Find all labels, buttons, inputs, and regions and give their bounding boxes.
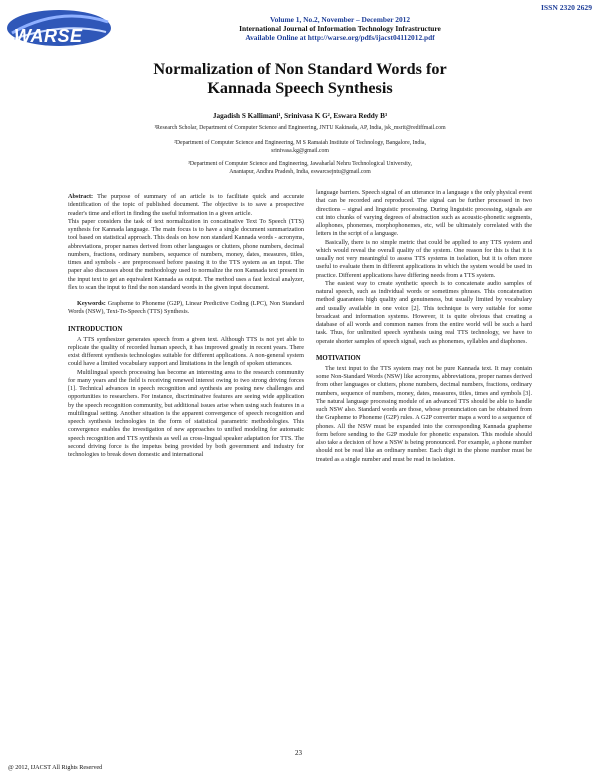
- intro-paragraph-1: A TTS synthesizer generates speech from a given text. Although TTS is not yet able to replicate the quality of recorded human speech, it has improved greatly in recent years. There exist different synthesis technologies suitable for different applications. A non-general system could have a limited vocabulary support and limitations in the length of spoken utterances.: [68, 335, 304, 368]
- online-link[interactable]: Available Online at http://warse.org/pdfs/ijacst04112012.pdf: [245, 33, 435, 42]
- abstract-text-1: The purpose of summary of an article is to facilitate quick and accurate identification of the topic of published document. The objective is to save a prospective reader's time and effort in finding the useful information in a given article.: [68, 193, 304, 217]
- right-paragraph-2: Basically, there is no simple metric that could be applied to any TTS system and which would reveal the overall quality of the system. One reason for this is that it is usually not very meaningful to assess TTS systems in isolation, but it is often more useful to evaluate them in different applications in which the system would be used in practice. Different applications have differing needs from a TTS system.: [316, 238, 532, 279]
- page-number: 23: [295, 749, 302, 757]
- left-column: [68, 193, 304, 459]
- title-line-2: Kannada Speech Synthesis: [207, 79, 393, 97]
- keywords: [68, 300, 304, 317]
- warse-logo: [4, 8, 114, 48]
- volume-line: Volume 1, No.2, November – December 2012: [269, 15, 411, 24]
- affiliation-1: ¹Research Scholar, Department of Computer Science and Engineering, JNTU Kakinada, AP, India, jsk_msrit@rediffmail.com: [154, 125, 446, 131]
- title-line-1: Normalization of Non Standard Words for: [153, 60, 447, 78]
- right-paragraph-1: language barriers. Speech signal of an utterance in a language s the only physical event that can be recorded and reproduced. The signal can be further processed in two directions – signal and linguistic processing. During linguistic processing, signals are cut into chunks of varying degrees of abstraction such as acoustic-phonetic segments, allophones, phonemes, morphophonemes, etc, will be ultimately correlated with the letters in the script of a language.: [316, 189, 532, 238]
- affiliation-2-line-2: srinivasa.kg@gmail.com: [271, 148, 329, 155]
- motivation-paragraph: The text input to the TTS system may not be pure Kannada text. It may contain some Non-Standard Words (NSW) like acronyms, abbreviations, proper names derived from other languages or clutters, phone numbers, decimal numbers, fractions, ordinary numbers, sequence of numbers, money, dates, measures, titles, times and symbols [3]. The natural language processing module of an advanced TTS should be able to handle such NSW also. Standard words are those, whose pronunciation can be obtained from the Grapheme to Phoneme (G2P) rules. A G2P converter maps a word to a sequence of phones. All the NSW must be expanded into the corresponding Kannada grapheme form before sending to the G2P module for phonetic expansion. This module should also take a decision of how a NSW is being pronounced. For example, a phone number should not be read like an ordinary number. Each digit in the phone number must be treated as a single number and must be read in isolation.: [316, 364, 532, 463]
- keywords-label: Keywords:: [77, 300, 106, 307]
- copyright-footer: @ 2012, IJACST All Rights Reserved: [8, 764, 103, 771]
- intro-paragraph-2: Multilingual speech processing has become an interesting area to the research community for many years and the field is receiving renewed interest owing to two strong driving forces [1]. Technical advances in speech recognition and synthesis are posing new challenges and opportunities to researchers. For instance, discriminative features are seeing wide application by the speech recognition community, but additional issues arise when using such features in a multilingual setting. Another situation is the apparent convergence of speech recognition and speech synthesis technologies in the form of statistical parametric methodologies. This convergence enables the investigation of new approaches to unified modeling for automatic speech recognition and TTS synthesis as well as cross-lingual speaker adaptation for TTS. The second driving force is the impetus being provided by both government and industry for technologies to break down domestic and international: [68, 368, 304, 458]
- affiliation-3-line-1: ³Department of Computer Science and Engineering, Jawaharlal Nehru Technological University,: [188, 161, 412, 167]
- affiliation-2-line-1: ²Department of Computer Science and Engineering, M S Ramaiah Institute of Technology, Bangalore, India,: [174, 140, 426, 146]
- right-paragraph-3: The easiest way to create synthetic speech is to concatenate audio samples of natural speech, such as individual words or sometimes phrases. This concatenation method guarantees high quality and genuineness, but usually limited by vocabulary and usually available in one voice [2]. This technique is very suitable for some broadcast and information systems. However, it is quite obvious that creating a database of all words and common names from the entire world will be such a hard task. Thus, for unlimited speech synthesis using real TTS technology, we have to operate shorter samples of speech signal, such as phonemes, syllables and diaphones.: [316, 279, 532, 345]
- abstract-label: Abstract:: [68, 193, 94, 200]
- authors: Jagadish S Kallimani¹, Srinivasa K G², Eswara Reddy B³: [212, 112, 388, 120]
- right-column: [316, 189, 532, 464]
- abstract: [68, 193, 304, 218]
- affiliation-2: [60, 139, 540, 156]
- affiliation-3-line-2: Anantapur, Andhra Pradesh, India, eswarcsejntu@gmail.com: [229, 169, 371, 176]
- journal-header: [0, 0, 600, 58]
- motivation-heading: MOTIVATION: [316, 354, 361, 362]
- issn-label: ISSN 2320 2629: [540, 3, 592, 12]
- abstract-text-2: This paper considers the task of text normalization in concatinative Text To Speech (TTS) synthesis for Kannada language. The main focus is to have a single document summarization tool based on statistical approach. This deals on how non standard Kannada words - acronyms, abbreviations, proper names derived from other languages or clutters, phone numbers, decimal numbers, fractions, ordinary numbers, sequence of numbers, money, dates, measures, titles, times and symbols - are preprocessed before passing it to the TTS system as an input. The paper also discusses about the methodology used to normalize the non Kannada text present in the input text to get an equivalent Kannada as output. The method uses a fast lexical analyzer, flex to scan the input to find the non standard words in the given input document.: [68, 217, 304, 291]
- logo-text: WARSE: [14, 26, 83, 46]
- keywords-text: Grapheme to Phoneme (G2P), Linear Predictive Coding (LPC), Non Standard Words (NSW), Text-To-Speech (TTS) Synthesis.: [68, 300, 304, 316]
- paper-title: [90, 60, 510, 98]
- journal-line: International Journal of Information Technology Infrastructure: [239, 24, 441, 33]
- affiliation-3: [60, 160, 540, 177]
- introduction-heading: INTRODUCTION: [68, 325, 123, 333]
